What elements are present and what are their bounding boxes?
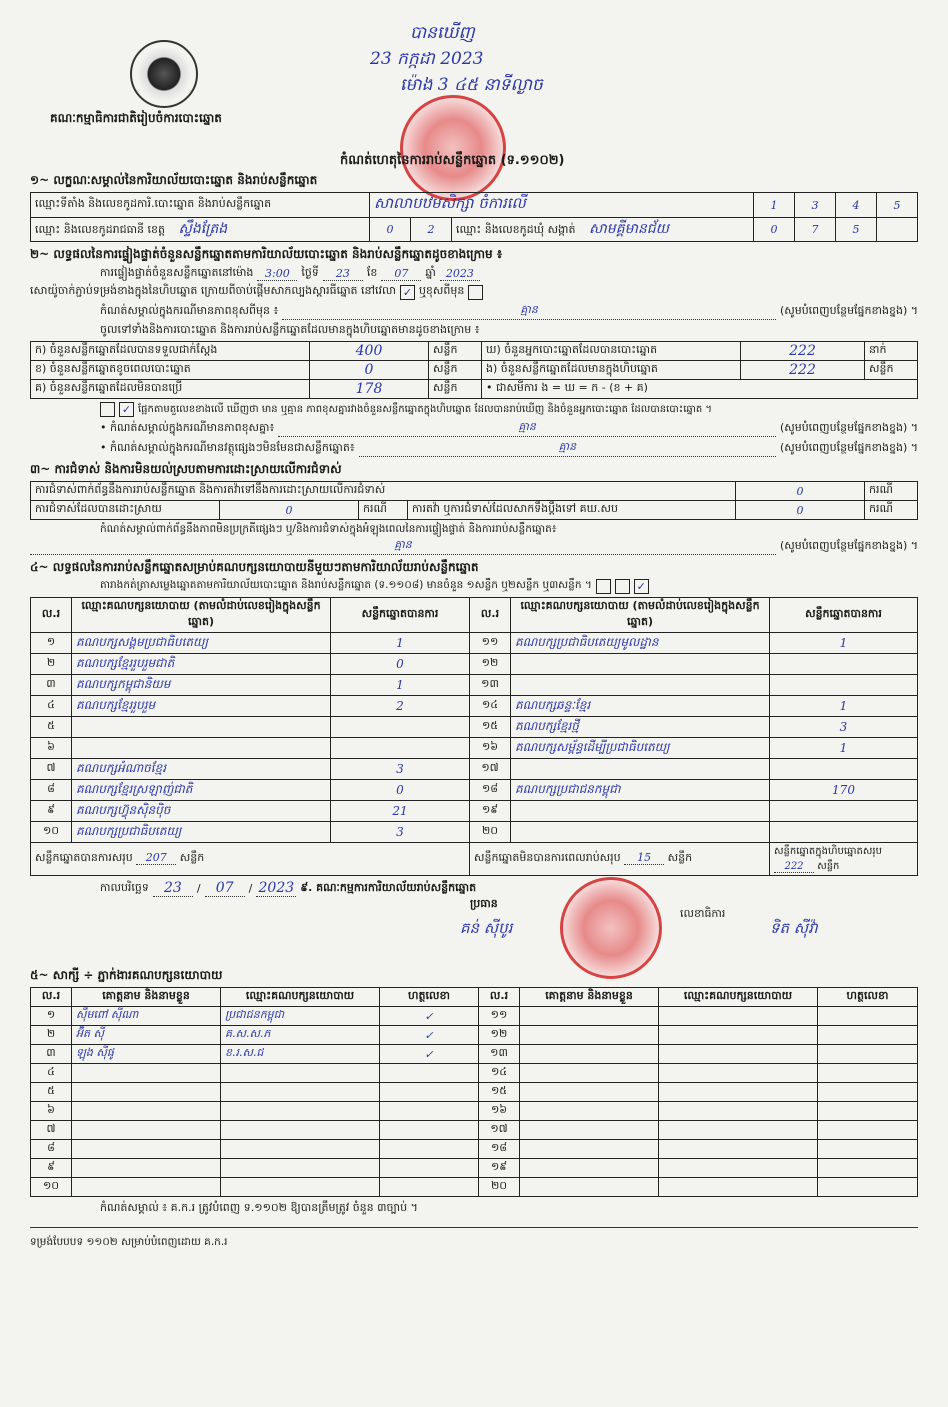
witness-no: ៥ xyxy=(31,1083,72,1102)
witness-signature xyxy=(818,1064,918,1083)
party-name: គណបក្សខ្មែរថ្មី xyxy=(511,717,770,738)
witness-name xyxy=(72,1159,221,1178)
party-votes: 170 xyxy=(770,780,918,801)
party-name: គណបក្សសង្គមប្រជាធិបតេយ្យ xyxy=(72,633,331,654)
party-name: គណបក្សអំណាចខ្មែរ xyxy=(72,759,331,780)
witness-name xyxy=(520,1083,659,1102)
party-votes: 1 xyxy=(770,738,918,759)
witness-party: ខ.រ.ស.ជ xyxy=(221,1045,380,1064)
sign-year: 2023 xyxy=(256,880,296,897)
witness-no: ២ xyxy=(31,1026,72,1045)
party-name: គណបក្សឆន្ទៈខ្មែរ xyxy=(511,696,770,717)
col-sign: ហត្ថលេខា xyxy=(818,988,918,1007)
witness-name xyxy=(72,1178,221,1197)
unit: ករណី xyxy=(865,501,918,520)
section1-table xyxy=(30,192,918,242)
count-table xyxy=(30,341,918,399)
witness-signature xyxy=(380,1102,479,1121)
party-no: ១៥ xyxy=(470,717,511,738)
day-label: ថ្ងៃទី xyxy=(301,266,319,279)
total-valid-label: សន្លឹកឆ្នោតបានការសរុប xyxy=(35,851,133,864)
emblem-icon xyxy=(130,40,198,108)
party-name: គណបក្សប្រជាធិបតេយ្យមូលដ្ឋាន xyxy=(511,633,770,654)
footnote: កំណត់សម្គាល់ ៖ គ.ក.រ ត្រូវបំពេញ ទ.១១០២ ឱ្យបានត្រឹមត្រូវ ចំនួន ៣ច្បាប់ ។ xyxy=(100,1201,418,1214)
commune-code: 0 xyxy=(754,218,795,242)
table-row xyxy=(31,780,918,801)
witness-no: ៧ xyxy=(31,1121,72,1140)
ballots-in-box: 222 xyxy=(741,361,865,380)
witness-party: ប្រជាជនកម្ពុជា xyxy=(221,1007,380,1026)
place-code: 3 xyxy=(795,193,836,218)
witness-table xyxy=(30,987,918,1197)
witness-signature: ✓ xyxy=(380,1026,479,1045)
witness-party xyxy=(659,1026,818,1045)
appeal-count: 0 xyxy=(736,501,865,520)
province-code: 2 xyxy=(411,218,452,242)
witness-no: ១៦ xyxy=(479,1102,520,1121)
table-row xyxy=(31,1178,918,1197)
verify-year: 2023 xyxy=(440,267,480,281)
sub-heading: ចូលទៅទាំងនិងការបោះឆ្នោត និងការរាប់សន្លឹកឆ្នោតដែលមានក្នុងហិបឆ្នោតមានដូចខាងក្រោម ៖ xyxy=(100,323,480,336)
section1-title: ១~ លក្ខណៈសម្គាល់នៃការិយាល័យបោះឆ្នោត និងរាប់សន្លឹកឆ្នោត xyxy=(30,173,318,187)
witness-signature: ✓ xyxy=(380,1007,479,1026)
table-row xyxy=(31,675,918,696)
commune-label: ឈ្មោះ និងលេខកូដឃុំ សង្កាត់ xyxy=(456,223,576,236)
form-footer: ទម្រង់បែបបទ ១១០២ សម្រាប់បំពេញដោយ គ.ក.រ xyxy=(30,1227,918,1251)
party-name xyxy=(72,738,331,759)
party-name: គណបក្សខ្មែររួបរួម xyxy=(72,696,331,717)
party-no: ១០ xyxy=(31,822,72,843)
party-votes xyxy=(770,654,918,675)
party-votes xyxy=(331,717,470,738)
party-name: គណបក្សខ្មែរស្រឡាញ់ជាតិ xyxy=(72,780,331,801)
party-votes xyxy=(770,822,918,843)
note-label: កំណត់សម្គាល់ពាក់ព័ន្ធនឹងភាពមិនប្រក្រតីផ្សេងៗ ឬ/និងការជំទាស់ក្នុងអំឡុងពេលនៃការផ្ទៀងផ្ទាត់ និងការរាប់សន្លឹកឆ្នោត៖ xyxy=(100,523,557,535)
witness-party xyxy=(221,1064,380,1083)
objection-note: គ្មាន xyxy=(30,538,776,555)
party-name: គណបក្សហ៊្វុនស៊ិនប៉ិច xyxy=(72,801,331,822)
secretary-label: លេខាធិការ xyxy=(680,907,726,920)
party-name: គណបក្សប្រជាធិបតេយ្យ xyxy=(72,822,331,843)
witness-signature xyxy=(380,1140,479,1159)
witness-no: ៦ xyxy=(31,1102,72,1121)
total-box: 222 xyxy=(774,861,814,873)
witness-party xyxy=(221,1121,380,1140)
section3-title: ៣~ ការជំទាស់ និងការមិនយល់ស្របតាមការដោះស្រាយលើការជំទាស់ xyxy=(30,462,342,476)
verify-time-label: ការផ្ទៀងផ្ទាត់ចំនួនសន្លឹកឆ្នោតនៅម៉ោង xyxy=(100,266,254,279)
witness-no: ១៤ xyxy=(479,1064,520,1083)
party-no: ៤ xyxy=(31,696,72,717)
witness-party xyxy=(659,1007,818,1026)
province-label: ឈ្មោះ និងលេខកូដរាជធានី ខេត្ត xyxy=(35,223,165,236)
witness-signature xyxy=(380,1121,479,1140)
unit: សន្លឹក xyxy=(429,361,482,380)
party-no: ១៦ xyxy=(470,738,511,759)
witness-party xyxy=(659,1102,818,1121)
witness-party xyxy=(221,1140,380,1159)
party-votes: 3 xyxy=(770,717,918,738)
witness-name xyxy=(520,1121,659,1140)
has-diff-checkbox[interactable] xyxy=(100,402,115,417)
year-label: ឆ្នាំ xyxy=(425,266,436,279)
witness-no: ៤ xyxy=(31,1064,72,1083)
witness-name: អ៊ិត ស៊ី xyxy=(72,1026,221,1045)
place-value: សាលាបឋមសិក្សា ចំការលើ xyxy=(370,193,754,218)
witness-no: ១៥ xyxy=(479,1083,520,1102)
witness-party xyxy=(659,1083,818,1102)
row-label: ឃ) ចំនួនអ្នកបោះឆ្នោតដែលបានបោះឆ្នោត xyxy=(482,342,741,361)
witness-no: ១៨ xyxy=(479,1140,520,1159)
unused-count: 178 xyxy=(310,380,429,399)
objection-table xyxy=(30,481,918,520)
election-form: គណៈកម្មាធិការជាតិរៀបចំការបោះឆ្នោត បានឃើញ 23 កក្កដា 2023 ម៉ោង 3 ៤៥ នាទីល្ងាច កំណត់ហេតុនៃការរាប់សន្លឹកឆ្នោត (ទ.១១០២) ១~ លក្ខណៈសម្គាល់នៃការិយាល័យបោះឆ្នោត និងរាប់សន្លឹកឆ្នោត ឈ្មោះទីតាំង និងលេខកូដការិ.បោះឆ្នោត និងរាប់សន្លឹកឆ្នោត សាលាបឋមសិក្សា ចំការលើ 1 3 4 5 ឈ្មោះ និងលេខកូដរាជធានី ខេត្ត ស្ទឹងត្រែង 0 2 ឈ្មោះ និងលេខកូដឃុំ សង្កាត់ សាមគ្គីមានជ័យ 0 7 5 ២~ លទ្ធផលនៃការផ្ទៀងផ្ទាត់ចំនួនសន្លឹកឆ្នោតតាមការិយាល័យបោះឆ្នោត និងរាប់សន្លឹកឆ្នោតដូចខាងក្រោម ៖ ការផ្ទៀងផ្ទាត់ចំនួនសន្លឹកឆ្នោតនៅម៉ោង 3:00 ថ្ងៃទី 23 ខែ 07 ឆ្នាំ 2023 សោយ៉ូចាក់ភ្ជាប់ទម្រង់ខាងក្នុងនៃហិបឆ្នោត ក្រោយពីចាប់ផ្តើមសាកល្បងស្តារធីឆ្នោត នៅវេលា ✓ ឬខុសពីមុន កំណត់សម្គាល់ក្នុងករណីមានភាពខុសពីមុន ៖ គ្មាន (សូមបំពេញបន្ថែមផ្នែកខាងខ្នង) ។ ចូលទៅទាំងនិងការបោះឆ្នោត និងការរាប់សន្លឹកឆ្នោតដែលមានក្នុងហិបឆ្នោតមានដូចខាងក្រោម ៖ ក) ចំនួនសន្លឹកឆ្នោតដែលបានទទួលជាក់ស្តែង 400 សន្លឹក ឃ) ចំនួនអ្នកបោះឆ្នោតដែលបានបោះឆ្នោត 222 នាក់ ខ) ចំនួនសន្លឹកឆ្នោតខូចពេលបោះឆ្នោត 0 សន្លឹក ង) ចំនួនសន្លឹកឆ្នោតដែលមានក្នុងហិបឆ្នោត 222 សន្លឹក គ) ចំនួនសន្លឹកឆ្នោតដែលមិនបានប្រើ 178 សន្លឹក • ជាសមីការ ង = ឃ = ក - (ខ + គ) ✓ ផ្អែកតាមតួលេខខាងលើ ឃើញថា មាន ឬគ្មាន ភាពខុសគ្នារវាងចំនួនសន្លឹកឆ្នោតក្នុងហិបឆ្នោត ដែលបានរាប់ឃើញ និងចំនួនអ្នកបោះឆ្នោត ដែលបានបោះឆ្នោត ។ • កំណត់សម្គាល់ក្នុងករណីមានភាពខុសគ្នា៖ គ្មាន (សូមបំពេញបន្ថែមផ្នែកខាងខ្នង) ។ • កំណត់សម្គាល់ក្នុងករណីមានវត្ថុផ្សេងៗមិនមែនជាសន្លឹកឆ្នោត៖ គ្មាន (សូមបំពេញបន្ថែមផ្នែកខាងខ្នង) ។ ៣~ ការជំទាស់ និងការមិនយល់ស្របតាមការដោះស្រាយលើការជំទាស់ ការជំទាស់ពាក់ព័ន្ធនឹងការរាប់សន្លឹកឆ្នោត និងការតវ៉ាទៅនឹងការដោះស្រាយលើការជំទាស់ 0 ករណី ការជំទាស់ដែលបានដោះស្រាយ 0 ករណី ការតវ៉ា ឬការជំទាស់ដែលសាកទឹងប្តឹងទៅ គឃ.សប 0 ករណី កំណត់សម្គាល់ពាក់ព័ន្ធនឹងភាពមិនប្រក្រតីផ្សេងៗ ឬ/និងការជំទាស់ក្នុងអំឡុងពេលនៃការផ្ទៀងផ្ទាត់ និងការរាប់សន្លឹកឆ្នោត៖ គ្មាន (សូមបំពេញបន្ថែមផ្នែកខាងខ្នង) ។ ៤~ លទ្ធផលនៃការរាប់សន្លឹកឆ្នោតសម្រាប់គណបក្សនយោបាយនីមួយៗតាមការិយាល័យរាប់សន្លឹកឆ្នោត តារាងកត់ត្រាសម្លេងឆ្នោតតាមការិយាល័យបោះឆ្នោត និងរាប់សន្លឹកឆ្នោត (ទ.១១០៨) មានចំនួន ១សន្លឹក ឬ២សន្លឹក ឬ៣សន្លឹក ។ ✓ ល.រ ឈ្មោះគណបក្សនយោបាយ (តាមលំដាប់លេខរៀងក្នុងសន្លឹកឆ្នោត) សន្លឹកឆ្នោតបានការ ល.រ ឈ្មោះគណបក្សនយោបាយ (តាមលំដាប់លេខរៀងក្នុងសន្លឹកឆ្នោត) សន្លឹកឆ្នោតបានការ ១ គណបក្សសង្គមប្រជាធិបតេយ្យ 1 ១១ គណបក្សប្រជាធិបតេយ្យមូលដ្ឋាន 1 ២ គណបក្សខ្មែររួបរួមជាតិ 0 ១២ ៣ គណបក្សកម្ពុជានិយម 1 ១៣ ៤ គណបក្សខ្មែររួបរួម 2 ១៤ គណបក្សឆន្ទៈខ្មែរ 1 ៥ ១៥ គណបក្សខ្មែរថ្មី 3 ៦ ១៦ គណបក្សសម្ព័ន្ធដើម្បីប្រជាធិបតេយ្យ 1 ៧ គណបក្សអំណាចខ្មែរ 3 ១៧ ៨ គណបក្សខ្មែរស្រឡាញ់ជាតិ 0 ១៨ គណបក្សប្រជាជនកម្ពុជា 170 ៩ គណបក្សហ៊្វុនស៊ិនប៉ិច 21 ១៩ ១០ គណបក្សប្រជាធិបតេយ្យ 3 ២០ សន្លឹកឆ្នោតបានការសរុប 207 សន្លឹក សន្លឹកឆ្នោតមិនបានការពេលរាប់សរុប 15 សន្លឹក សន្លឹកឆ្នោតក្នុងហិបឆ្នោតសរុប 222 សន្លឹក កាលបរិច្ឆេទ 23 / 07 / 2023 ៩. គណៈកម្មការការិយាល័យរាប់សន្លឹកឆ្នោត ប្រធាន គន់ ស៊ីបូរ លេខាធិការ ទិត ស៊ីវ៉ា ៥~ សាក្សី ÷ ភ្នាក់ងារគណបក្សនយោបាយ ល.រ គោត្តនាម និងនាមខ្លួន ឈ្មោះគណបក្សនយោបាយ ហត្ថលេខា ល.រ គោត្តនាម និងនាមខ្លួន ឈ្មោះគណបក្សនយោបាយ ហត្ថលេខា ១ ស៊ឹមពៅ ស៊ីណា ប្រជាជនកម្ពុជា ✓ ១១ ២ អ៊ិត ស៊ី គ.ស.ស.ភ ✓ ១២ ៣ ឡុង ស៊ីផូ ខ.រ.ស.ជ ✓ ១៣ ៤ ១៤ ៥ ១៥ ៦ ១៦ ៧ ១៧ ៨ ១៨ ៩ ១៩ ១០ ២០ កំណត់សម្គាល់ ៖ គ.ក.រ ត្រូវបំពេញ ទ.១១០២ ឱ្យបានត្រឹមត្រូវ ចំនួន ៣ច្បាប់ ។ ទម្រង់បែបបទ ១១០២ សម្រាប់បំពេញដោយ គ.ក.រ xyxy=(30,10,918,1390)
witness-name xyxy=(520,1140,659,1159)
party-results-table xyxy=(30,597,918,876)
witness-party xyxy=(221,1083,380,1102)
witness-name xyxy=(520,1007,659,1026)
party-no: ៥ xyxy=(31,717,72,738)
row-label: គ) ចំនួនសន្លឹកឆ្នោតដែលមិនបានប្រើ xyxy=(31,380,310,399)
col-name: គោត្តនាម និងនាមខ្លួន xyxy=(72,988,221,1007)
note-label: កំណត់សម្គាល់ក្នុងករណីមានភាពខុសពីមុន ៖ xyxy=(100,303,279,317)
date-label: កាលបរិច្ឆេទ xyxy=(100,880,149,894)
row-label: ការតវ៉ា ឬការជំទាស់ដែលសាកទឹងប្តឹងទៅ គឃ.សប xyxy=(408,501,736,520)
col-no: ល.រ xyxy=(31,598,72,633)
handwritten-note xyxy=(370,20,543,98)
party-votes: 21 xyxy=(331,801,470,822)
party-votes: 3 xyxy=(331,822,470,843)
party-no: ១៩ xyxy=(470,801,511,822)
witness-name xyxy=(520,1064,659,1083)
witness-signature: ✓ xyxy=(380,1045,479,1064)
total-invalid-label: សន្លឹកឆ្នោតមិនបានការពេលរាប់សរុប xyxy=(474,851,621,864)
chair-label: ប្រធាន xyxy=(470,897,498,910)
witness-signature xyxy=(818,1121,918,1140)
place-code: 4 xyxy=(836,193,877,218)
witness-name xyxy=(72,1102,221,1121)
form-title: កំណត់ហេតុនៃការរាប់សន្លឹកឆ្នោត (ទ.១១០២) xyxy=(340,153,565,168)
party-no: ៣ xyxy=(31,675,72,696)
total-box-label: សន្លឹកឆ្នោតក្នុងហិបឆ្នោតសរុប xyxy=(774,846,882,857)
witness-name xyxy=(520,1045,659,1064)
party-no: ៦ xyxy=(31,738,72,759)
witness-party xyxy=(221,1178,380,1197)
party-no: ៨ xyxy=(31,780,72,801)
table-row xyxy=(31,1159,918,1178)
note-suffix: (សូមបំពេញបន្ថែមផ្នែកខាងខ្នង) ។ xyxy=(779,420,918,434)
party-votes xyxy=(770,759,918,780)
tally-note: តារាងកត់ត្រាសម្លេងឆ្នោតតាមការិយាល័យបោះឆ្នោត និងរាប់សន្លឹកឆ្នោត (ទ.១១០៨) មានចំនួន ១សន្លឹក ឬ២សន្លឹក ឬ៣សន្លឹក ។ xyxy=(100,579,592,591)
diff-checkbox[interactable] xyxy=(468,285,483,300)
table-row xyxy=(31,801,918,822)
unit: នាក់ xyxy=(865,342,918,361)
col-votes: សន្លឹកឆ្នោតបានការ xyxy=(331,598,470,633)
place-code: 5 xyxy=(877,193,918,218)
witness-no: ១៣ xyxy=(479,1045,520,1064)
witness-no: ១៩ xyxy=(479,1159,520,1178)
province-value: ស្ទឹងត្រែង xyxy=(178,221,228,237)
party-no: ១៤ xyxy=(470,696,511,717)
diff-label: ឬខុសពីមុន xyxy=(418,284,465,297)
sign-day: 23 xyxy=(153,880,193,897)
three-sheet-checkbox[interactable]: ✓ xyxy=(634,579,649,594)
seal-line: សោយ៉ូចាក់ភ្ជាប់ទម្រង់ខាងក្នុងនៃហិបឆ្នោត ក្រោយពីចាប់ផ្តើមសាកល្បងស្តារធីឆ្នោត នៅវេលា xyxy=(30,284,396,297)
col-no: ល.រ xyxy=(31,988,72,1007)
total-invalid: 15 xyxy=(624,851,664,865)
witness-name xyxy=(72,1121,221,1140)
party-no: ២០ xyxy=(470,822,511,843)
party-no: ៧ xyxy=(31,759,72,780)
table-row xyxy=(31,1045,918,1064)
col-party: ឈ្មោះគណបក្សនយោបាយ xyxy=(221,988,380,1007)
table-row xyxy=(31,1083,918,1102)
party-votes xyxy=(331,738,470,759)
witness-name xyxy=(520,1178,659,1197)
witness-party xyxy=(659,1121,818,1140)
witness-name: ស៊ឹមពៅ ស៊ីណា xyxy=(72,1007,221,1026)
note-line: បានឃើញ xyxy=(410,23,475,43)
party-no: ១ xyxy=(31,633,72,654)
table-row xyxy=(31,1140,918,1159)
witness-signature xyxy=(818,1007,918,1026)
witness-signature xyxy=(380,1159,479,1178)
verify-month: 07 xyxy=(381,267,421,281)
witness-signature xyxy=(818,1026,918,1045)
objection-count: 0 xyxy=(736,482,865,501)
note-value: គ្មាន xyxy=(282,303,776,320)
party-name xyxy=(511,759,770,780)
note-line: ម៉ោង 3 ៤៥ នាទីល្ងាច xyxy=(400,75,543,95)
party-votes xyxy=(770,675,918,696)
witness-no: ៩ xyxy=(31,1159,72,1178)
party-votes: 1 xyxy=(331,633,470,654)
section5-title: ៥~ សាក្សី ÷ ភ្នាក់ងារគណបក្សនយោបាយ xyxy=(30,968,223,982)
col-party: ឈ្មោះគណបក្សនយោបាយ (តាមលំដាប់លេខរៀងក្នុងសន្លឹកឆ្នោត) xyxy=(72,598,331,633)
two-sheet-checkbox[interactable] xyxy=(615,579,630,594)
col-party: ឈ្មោះគណបក្សនយោបាយ xyxy=(659,988,818,1007)
witness-name xyxy=(520,1102,659,1121)
party-name xyxy=(511,822,770,843)
same-checkbox[interactable]: ✓ xyxy=(400,285,415,300)
table-row xyxy=(31,633,918,654)
unit: ករណី xyxy=(359,501,408,520)
bullet-value: គ្មាន xyxy=(278,420,776,437)
party-name: គណបក្សខ្មែររួបរួមជាតិ xyxy=(72,654,331,675)
table-row xyxy=(31,696,918,717)
witness-signature xyxy=(818,1178,918,1197)
witness-no: ៨ xyxy=(31,1140,72,1159)
voters-count: 222 xyxy=(741,342,865,361)
verify-time: 3:00 xyxy=(257,267,297,281)
witness-name: ឡុង ស៊ីផូ xyxy=(72,1045,221,1064)
witness-signature xyxy=(818,1159,918,1178)
unit: សន្លឹក xyxy=(667,851,693,864)
bullet-value: គ្មាន xyxy=(359,440,776,457)
section4-title: ៤~ លទ្ធផលនៃការរាប់សន្លឹកឆ្នោតសម្រាប់គណបក្សនយោបាយនីមួយៗតាមការិយាល័យរាប់សន្លឹកឆ្នោត xyxy=(30,560,479,574)
party-no: ១៧ xyxy=(470,759,511,780)
resolved-count: 0 xyxy=(220,501,359,520)
committee-label: ៩. គណៈកម្មការការិយាល័យរាប់សន្លឹកឆ្នោត xyxy=(300,880,477,894)
unit: ករណី xyxy=(865,482,918,501)
witness-name xyxy=(72,1140,221,1159)
col-no: ល.រ xyxy=(479,988,520,1007)
party-name: គណបក្សកម្ពុជានិយម xyxy=(72,675,331,696)
bullet-label: • កំណត់សម្គាល់ក្នុងករណីមានវត្ថុផ្សេងៗមិនមែនជាសន្លឹកឆ្នោត៖ xyxy=(100,440,355,454)
verify-day: 23 xyxy=(323,267,363,281)
witness-no: ២០ xyxy=(479,1178,520,1197)
witness-signature xyxy=(818,1140,918,1159)
party-name xyxy=(511,675,770,696)
witness-no: ១០ xyxy=(31,1178,72,1197)
party-no: ១៨ xyxy=(470,780,511,801)
table-row xyxy=(31,822,918,843)
table-row xyxy=(31,1102,918,1121)
col-party: ឈ្មោះគណបក្សនយោបាយ (តាមលំដាប់លេខរៀងក្នុងសន្លឹកឆ្នោត) xyxy=(511,598,770,633)
unit: សន្លឹក xyxy=(865,361,918,380)
note-suffix: (សូមបំពេញបន្ថែមផ្នែកខាងខ្នង) ។ xyxy=(779,303,918,317)
witness-party xyxy=(221,1159,380,1178)
no-diff-checkbox[interactable]: ✓ xyxy=(119,402,134,417)
witness-party xyxy=(659,1140,818,1159)
party-no: ៩ xyxy=(31,801,72,822)
table-row xyxy=(31,654,918,675)
party-no: ១១ xyxy=(470,633,511,654)
unit: សន្លឹក xyxy=(179,851,205,864)
party-votes: 0 xyxy=(331,654,470,675)
commune-code: 5 xyxy=(836,218,877,242)
issuer-name: គណៈកម្មាធិការជាតិរៀបចំការបោះឆ្នោត xyxy=(50,111,222,125)
formula: • ជាសមីការ ង = ឃ = ក - (ខ + គ) xyxy=(482,380,918,399)
unit: សន្លឹក xyxy=(429,342,482,361)
row-label: ការជំទាស់ពាក់ព័ន្ធនឹងការរាប់សន្លឹកឆ្នោត និងការតវ៉ាទៅនឹងការដោះស្រាយលើការជំទាស់ xyxy=(31,482,736,501)
table-row xyxy=(31,759,918,780)
witness-signature xyxy=(380,1083,479,1102)
row-label: ការជំទាស់ដែលបានដោះស្រាយ xyxy=(31,501,220,520)
party-no: ១២ xyxy=(470,654,511,675)
witness-signature xyxy=(818,1102,918,1121)
unit: សន្លឹក xyxy=(817,861,840,872)
witness-no: ១៧ xyxy=(479,1121,520,1140)
witness-signature xyxy=(818,1045,918,1064)
party-votes: 0 xyxy=(331,780,470,801)
sign-month: 07 xyxy=(205,880,245,897)
note-line: 23 កក្កដា 2023 xyxy=(370,49,484,69)
witness-party xyxy=(659,1178,818,1197)
commune-code: 7 xyxy=(795,218,836,242)
table-row xyxy=(31,1026,918,1045)
party-name xyxy=(511,654,770,675)
witness-no: ១២ xyxy=(479,1026,520,1045)
party-name: គណបក្សសម្ព័ន្ធដើម្បីប្រជាធិបតេយ្យ xyxy=(511,738,770,759)
witness-party xyxy=(221,1102,380,1121)
bullet-label: • កំណត់សម្គាល់ក្នុងករណីមានភាពខុសគ្នា៖ xyxy=(100,420,275,434)
note-suffix: (សូមបំពេញបន្ថែមផ្នែកខាងខ្នង) ។ xyxy=(779,440,918,454)
witness-name xyxy=(72,1083,221,1102)
party-votes: 3 xyxy=(331,759,470,780)
place-label: ឈ្មោះទីតាំង និងលេខកូដការិ.បោះឆ្នោត និងរាប់សន្លឹកឆ្នោត xyxy=(31,193,370,218)
party-no: ១៣ xyxy=(470,675,511,696)
row-label: ង) ចំនួនសន្លឹកឆ្នោតដែលមានក្នុងហិបឆ្នោត xyxy=(482,361,741,380)
month-label: ខែ xyxy=(366,266,378,279)
received-count: 400 xyxy=(310,342,429,361)
party-votes: 1 xyxy=(770,696,918,717)
party-votes: 2 xyxy=(331,696,470,717)
witness-signature xyxy=(380,1064,479,1083)
party-no: ២ xyxy=(31,654,72,675)
party-votes: 1 xyxy=(331,675,470,696)
row-label: ក) ចំនួនសន្លឹកឆ្នោតដែលបានទទួលជាក់ស្តែង xyxy=(31,342,310,361)
table-row xyxy=(31,1121,918,1140)
col-no: ល.រ xyxy=(470,598,511,633)
party-name xyxy=(511,801,770,822)
section2-title: ២~ លទ្ធផលនៃការផ្ទៀងផ្ទាត់ចំនួនសន្លឹកឆ្នោតតាមការិយាល័យបោះឆ្នោត និងរាប់សន្លឹកឆ្នោតដូចខាងក្រោម ៖ xyxy=(30,247,503,261)
party-name: គណបក្សប្រជាជនកម្ពុជា xyxy=(511,780,770,801)
party-votes xyxy=(770,801,918,822)
party-votes: 1 xyxy=(770,633,918,654)
witness-party xyxy=(659,1159,818,1178)
committee-stamp xyxy=(560,877,662,979)
col-name: គោត្តនាម និងនាមខ្លួន xyxy=(520,988,659,1007)
witness-name xyxy=(72,1064,221,1083)
col-sign: ហត្ថលេខា xyxy=(380,988,479,1007)
unit: សន្លឹក xyxy=(429,380,482,399)
secretary-name: ទិត ស៊ីវ៉ា xyxy=(770,919,818,937)
place-code: 1 xyxy=(754,193,795,218)
one-sheet-checkbox[interactable] xyxy=(596,579,611,594)
witness-party xyxy=(659,1045,818,1064)
witness-signature xyxy=(818,1083,918,1102)
witness-name xyxy=(520,1026,659,1045)
witness-party xyxy=(659,1064,818,1083)
col-votes: សន្លឹកឆ្នោតបានការ xyxy=(770,598,918,633)
table-row xyxy=(31,1064,918,1083)
table-row xyxy=(31,738,918,759)
table-row xyxy=(31,717,918,738)
table-row xyxy=(31,1007,918,1026)
witness-no: ៣ xyxy=(31,1045,72,1064)
note-suffix: (សូមបំពេញបន្ថែមផ្នែកខាងខ្នង) ។ xyxy=(779,538,918,552)
check-line: ផ្អែកតាមតួលេខខាងលើ ឃើញថា មាន ឬគ្មាន ភាពខុសគ្នារវាងចំនួនសន្លឹកឆ្នោតក្នុងហិបឆ្នោត ដែលបានរាប់ឃើញ និងចំនួនអ្នកបោះឆ្នោត ដែលបានបោះឆ្នោត ។ xyxy=(138,404,713,415)
party-name xyxy=(72,717,331,738)
witness-party: គ.ស.ស.ភ xyxy=(221,1026,380,1045)
witness-no: ១១ xyxy=(479,1007,520,1026)
province-code: 0 xyxy=(370,218,411,242)
witness-name xyxy=(520,1159,659,1178)
chair-name: គន់ ស៊ីបូរ xyxy=(460,919,513,937)
spoiled-count: 0 xyxy=(310,361,429,380)
witness-signature xyxy=(380,1178,479,1197)
commune-value: សាមគ្គីមានជ័យ xyxy=(589,221,670,237)
total-valid: 207 xyxy=(136,851,176,865)
witness-no: ១ xyxy=(31,1007,72,1026)
row-label: ខ) ចំនួនសន្លឹកឆ្នោតខូចពេលបោះឆ្នោត xyxy=(31,361,310,380)
